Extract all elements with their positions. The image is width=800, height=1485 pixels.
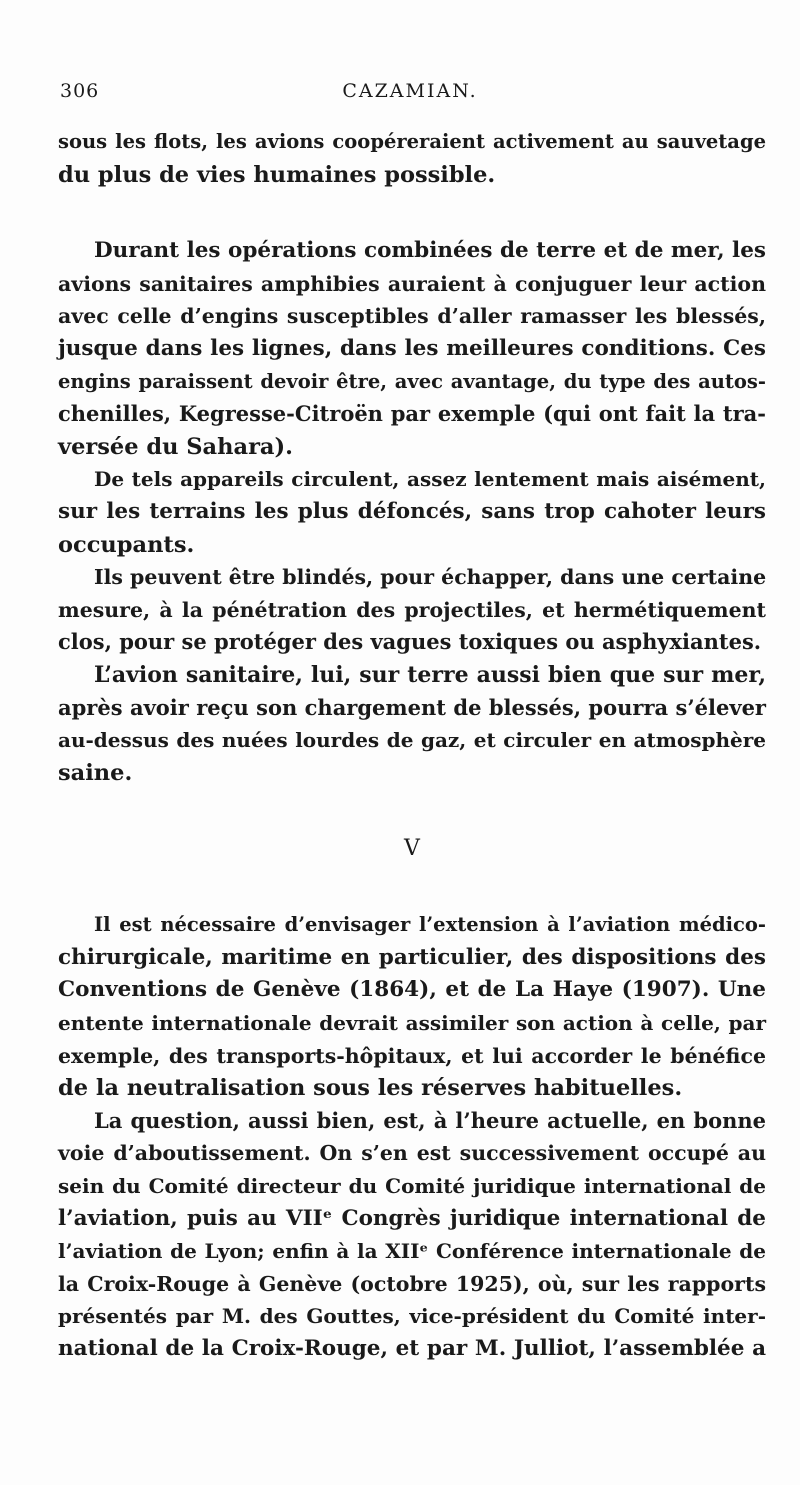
text-line: jusque dans les lignes, dans les meilleures conditions. Ces — [58, 335, 766, 361]
text-line: sein du Comité directeur du Comité juridique international de — [58, 1174, 766, 1199]
text-line: présentés par M. des Gouttes, vice-président du Comité inter- — [58, 1304, 766, 1329]
text-line: Ils peuvent être blindés, pour échapper, dans une certaine — [94, 565, 767, 590]
text-line: Durant les opérations combinées de terre et de mer, les — [94, 238, 766, 264]
text-line: De tels appareils circulent, assez lentement mais aisément, — [94, 467, 766, 492]
running-head — [60, 80, 760, 110]
text-line: Il est nécessaire d’envisager l’extension à l’aviation médico- — [94, 913, 766, 937]
text-line: entente internationale devrait assimiler son action à celle, par — [58, 1011, 766, 1036]
text-line: exemple, des transports-hôpitaux, et lui accorder le bénéfice — [58, 1043, 766, 1068]
text-line: chirurgicale, maritime en particulier, des dispositions des — [58, 944, 766, 970]
paragraph — [58, 659, 766, 789]
text-line: au-dessus des nuées lourdes de gaz, et circuler en atmosphère — [58, 728, 766, 753]
text-line: sur les terrains les plus défoncés, sans trop cahoter leurs — [58, 498, 766, 524]
text-line: Conventions de Genève (1864), et de La Haye (1907). Une — [58, 977, 766, 1003]
section-heading: V — [404, 836, 420, 862]
paragraph — [58, 909, 766, 1105]
text-line: l’aviation, puis au VIIᵉ Congrès juridique international de — [58, 1205, 766, 1231]
text-line: clos, pour se protéger des vagues toxiques ou asphyxiantes. — [58, 629, 762, 655]
paragraph — [58, 561, 766, 659]
paragraph — [58, 463, 766, 561]
text-line: mesure, à la pénétration des projectiles, et hermétiquement — [58, 597, 766, 622]
text-line: du plus de vies humaines possible. — [58, 161, 496, 188]
running-title: CAZAMIAN. — [342, 80, 478, 102]
paragraph — [58, 1105, 766, 1366]
text-line: avions sanitaires amphibies auraient à conjuguer leur action — [58, 271, 766, 296]
text-line: voie d’aboutissement. On s’en est successivement occupé au — [58, 1141, 766, 1166]
text-line: engins paraissent devoir être, avec avantage, du type des autos- — [58, 369, 766, 393]
text-line: La question, aussi bien, est, à l’heure actuelle, en bonne — [94, 1107, 766, 1133]
paragraph — [58, 235, 766, 463]
page-number: 306 — [60, 80, 100, 102]
text-line: de la neutralisation sous les réserves habituelles. — [58, 1075, 683, 1102]
text-line: avec celle d’engins susceptibles d’aller ramasser les blessés, — [58, 304, 766, 329]
text-line: la Croix-Rouge à Genève (octobre 1925), où, sur les rapports — [58, 1271, 766, 1296]
paragraph — [58, 126, 766, 191]
text-line: versée du Sahara). — [58, 433, 293, 460]
text-line: saine. — [58, 759, 133, 786]
body-text — [58, 126, 766, 1366]
text-line: chenilles, Kegresse-Citroën par exemple (qui ont fait la tra- — [58, 401, 766, 427]
text-line: sous les flots, les avions coopéreraient activement au sauvetage — [58, 130, 766, 153]
text-line: national de la Croix-Rouge, et par M. Julliot, l’assemblée a — [58, 1336, 766, 1361]
text-line: L’avion sanitaire, lui, sur terre aussi bien que sur mer, — [94, 661, 766, 688]
text-line: après avoir reçu son chargement de blessés, pourra s’élever — [58, 694, 766, 720]
text-line: l’aviation de Lyon; enfin à la XIIᵉ Conférence internationale de — [58, 1239, 766, 1264]
text-line: occupants. — [58, 531, 195, 558]
